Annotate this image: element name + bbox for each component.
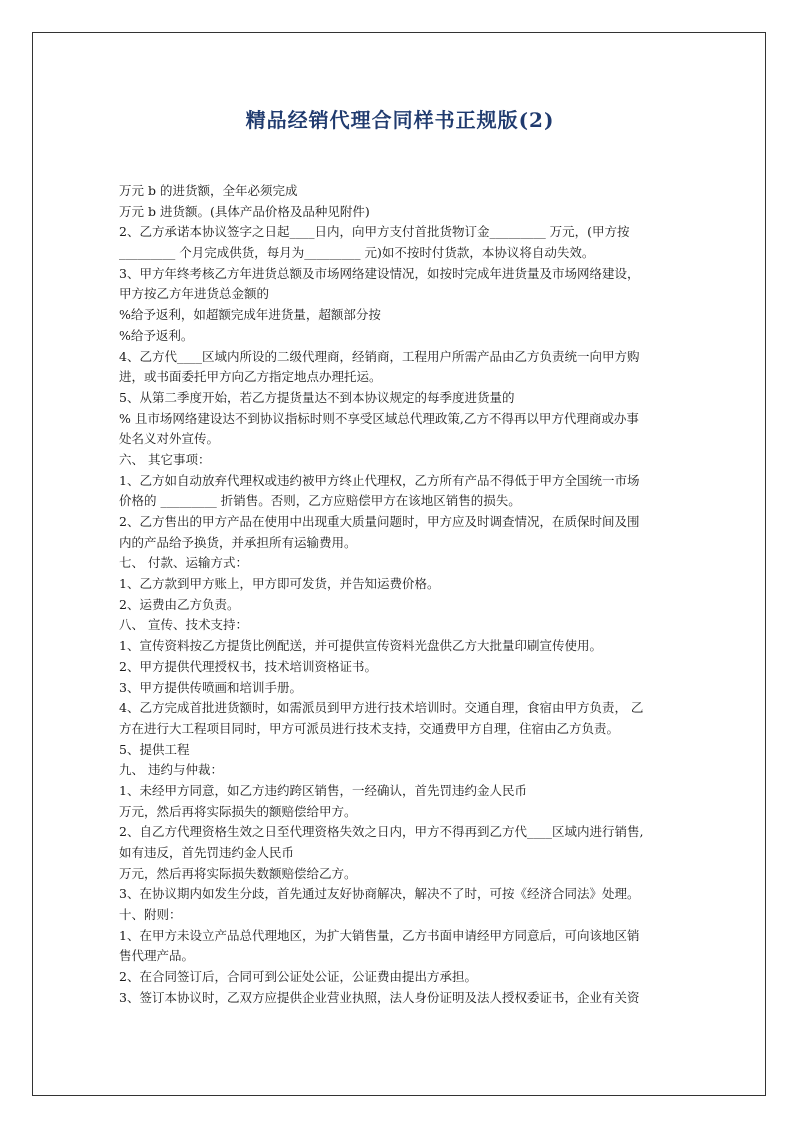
text-line: 2、甲方提供代理授权书，技术培训资格证书。 xyxy=(119,658,377,674)
text-line: 4、乙方完成首批进货额时，如需派员到甲方进行技术培训时。交通自理，食宿由甲方负责， 乙 xyxy=(119,700,644,716)
document-body xyxy=(119,181,685,1009)
text-line: 1、乙方款到甲方账上，甲方即可发货，并告知运费价格。 xyxy=(119,576,440,592)
text-line: 1、在甲方未设立产品总代理地区，为扩大销售量，乙方书面申请经甲方同意后，可向该地区销 xyxy=(119,927,640,943)
text-line: 2、运费由乙方负责。 xyxy=(119,596,240,612)
text-line: 3、签订本协议时，乙双方应提供企业营业执照，法人身份证明及法人授权委证书，企业有关资 xyxy=(119,989,640,1005)
text-line: 2、乙方售出的甲方产品在使用中出现重大质量问题时，甲方应及时调查情况，在质保时间及围 xyxy=(119,514,640,529)
text-line: 六、 其它事项： xyxy=(119,451,211,467)
text-line: 方在进行大工程项目同时，甲方可派员进行技术支持，交通费甲方自理，住宿由乙方负责。 xyxy=(119,720,620,736)
text-line: 2、在合同签订后，合同可到公证处公证，公证费由提出方承担。 xyxy=(119,969,477,985)
text-line: %给予返利，如超额完成年进货量，超额部分按 xyxy=(119,307,381,323)
text-line: 处名义对外宣传。 xyxy=(119,431,220,447)
text-line: 九、 违约与仲裁： xyxy=(119,762,223,778)
text-line: 2、自乙方代理资格生效之日至代理资格失效之日内，甲方不得再到乙方代____区域内进行销售, xyxy=(119,824,644,840)
text-line: 1、未经甲方同意，如乙方违约跨区销售，一经确认，首先罚违约金人民币 xyxy=(119,782,527,798)
text-line: 3、甲方提供传喷画和培训手册。 xyxy=(119,679,302,695)
text-line: 1、宣传资料按乙方提货比例配送，并可提供宣传资料光盘供乙方大批量印刷宣传使用。 xyxy=(119,638,602,654)
text-line: 3、在协议期内如发生分歧，首先通过友好协商解决，解决不了时，可按《经济合同法》处理。 xyxy=(119,886,640,902)
text-line: 5、提供工程 xyxy=(119,741,190,757)
text-line: 万元，然后再将实际损失的额赔偿给甲方。 xyxy=(119,803,357,819)
text-line: 八、 宣传、技术支持： xyxy=(119,617,248,633)
document-title: 精品经销代理合同样书正规版(2) xyxy=(245,108,555,132)
text-line: 1、乙方如自动放弃代理权或违约被甲方终止代理权，乙方所有产品不得低于甲方全国统一市场 xyxy=(119,472,640,488)
text-line: 2、乙方承诺本协议签字之日起____日内，向甲方支付首批货物订金_________ 万元，(甲方按 xyxy=(119,224,630,240)
text-line: 4、乙方代____区域内所设的二级代理商，经销商，工程用户所需产品由乙方负责统一向甲方购 xyxy=(119,348,640,364)
text-line: 万元 b 进货额。(具体产品价格及品种见附件) xyxy=(119,203,370,219)
text-line: 进，或书面委托甲方向乙方指定地点办理托运。 xyxy=(119,369,382,385)
text-line: 万元，然后再将实际损失数额赔偿给乙方。 xyxy=(119,865,357,881)
text-line: 十、附则： xyxy=(119,907,182,923)
text-line: 3、甲方年终考核乙方年进货总额及市场网络建设情况，如按时完成年进货量及市场网络建设， xyxy=(119,265,640,281)
text-line: 价格的 _________ 折销售。否则，乙方应赔偿甲方在该地区销售的损失。 xyxy=(119,493,521,509)
text-line: 如有违反，首先罚违约金人民币 xyxy=(119,845,295,860)
text-line: % 且市场网络建设达不到协议指标时则不享受区域总代理政策,乙方不得再以甲方代理商或办事 xyxy=(119,410,639,426)
text-line: 售代理产品。 xyxy=(119,948,195,964)
text-line: _________ 个月完成供货，每月为_________ 元)如不按时付货款，本协议将自动失效。 xyxy=(119,245,595,261)
text-line: %给予返利。 xyxy=(119,327,194,343)
text-line: 内的产品给予换货，并承担所有运输费用。 xyxy=(119,534,357,550)
text-line: 甲方按乙方年进货总金额的 xyxy=(119,286,270,302)
text-line: 5、从第二季度开始，若乙方提货量达不到本协议规定的每季度进货量的 xyxy=(119,389,515,405)
text-line: 七、 付款、运输方式： xyxy=(119,555,248,571)
text-line: 万元 b 的进货额，全年必须完成 xyxy=(119,183,298,198)
